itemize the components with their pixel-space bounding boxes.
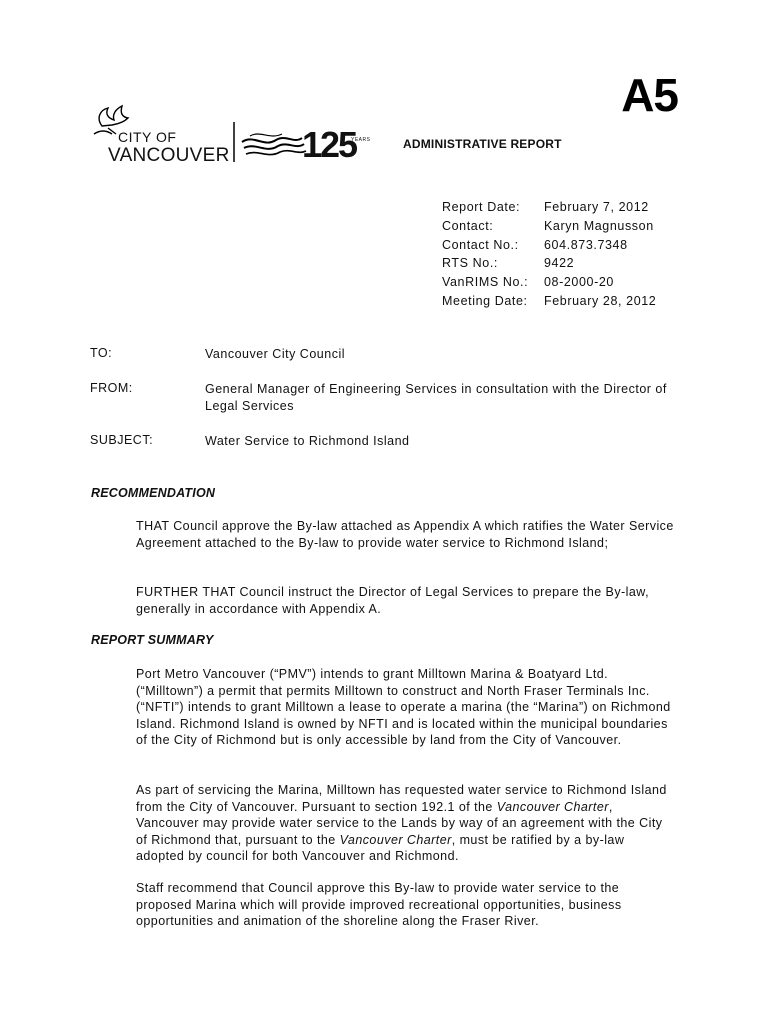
summary-paragraph-2 [136,782,676,865]
meta-value: Karyn Magnusson [544,218,654,233]
meta-value: 604.873.7348 [544,237,628,252]
from-value: General Manager of Engineering Services in consultation with the Director of Legal Services [205,382,667,413]
summary-p2-text: As part of servicing the Marina, Milltown has requested water service to Richmond Island from the City of Vancouver. Pursuant to section 192.1 of the [136,783,667,814]
subject-field [90,433,675,450]
meta-label: Contact: [442,218,494,233]
meta-value: February 7, 2012 [544,200,649,214]
to-field [90,346,675,363]
subject-label: SUBJECT: [90,433,154,447]
report-code: A5 [621,69,678,121]
summary-paragraph-3: Staff recommend that Council approve this By-law to provide water service to the proposed Marina which will provide improved recreational opportunities, business opportunities and animation of the shoreline along the Fraser River. [136,881,622,929]
meta-row [442,219,656,238]
report-meta [442,200,656,313]
city-logo [88,104,378,170]
meta-label: Contact No.: [442,237,519,252]
logo-vancouver: VANCOUVER [108,145,230,166]
meta-row [442,238,656,257]
meta-value: February 28, 2012 [544,293,657,308]
summary-p2-text: , must be ratified by a by-law adopted by council for both Vancouver and Richmond. [136,832,625,864]
summary-p2-text: , Vancouver may provide water service to the Lands by way of an agreement with the City of Richmond that, pursuant to the [136,799,663,847]
logo-years: YEARS [351,137,371,143]
vancouver-charter-ref: Vancouver Charter [339,832,452,847]
summary-paragraph-1: Port Metro Vancouver (“PMV”) intends to grant Milltown Marina & Boatyard Ltd. (“Milltown”) a permit that permits Milltown to construct and North Fraser Terminals Inc. (“NFTI”) intends to grant Milltown a lease to operate a marina (the “Marina”) on Richmond Island. Richmond Island is owned by NFTI and is located within the municipal boundaries of the City of Richmond but is only accessible by land from the City of Vancouver. [136,667,671,748]
logo-city-of: CITY OF [118,129,177,145]
meta-row [442,256,656,275]
meta-row [442,294,656,313]
to-label: TO: [90,346,113,360]
meta-value: 08-2000-20 [544,275,614,290]
to-value: Vancouver City Council [205,347,345,361]
meta-value: 9422 [544,256,575,271]
meta-row [442,200,656,219]
meta-label: RTS No.: [442,256,498,271]
meta-label: Report Date: [442,200,521,214]
meta-label: Meeting Date: [442,293,528,308]
report-type: ADMINISTRATIVE REPORT [403,137,562,151]
logo-anniversary: 125 [302,124,357,165]
subject-value: Water Service to Richmond Island [205,434,410,448]
recommendation-paragraph-2: FURTHER THAT Council instruct the Director of Legal Services to prepare the By-law, generally in accordance with Appendix A. [136,585,649,616]
from-field [90,381,675,415]
meta-label: VanRIMS No.: [442,275,529,290]
recommendation-heading: RECOMMENDATION [91,486,216,500]
summary-heading: REPORT SUMMARY [91,633,214,647]
vancouver-charter-ref: Vancouver Charter [496,799,609,814]
recommendation-paragraph-1: THAT Council approve the By-law attached as Appendix A which ratifies the Water Service Agreement attached to the By-law to provide water service to Richmond Island; [136,519,674,550]
from-label: FROM: [90,381,133,395]
meta-row [442,275,656,294]
